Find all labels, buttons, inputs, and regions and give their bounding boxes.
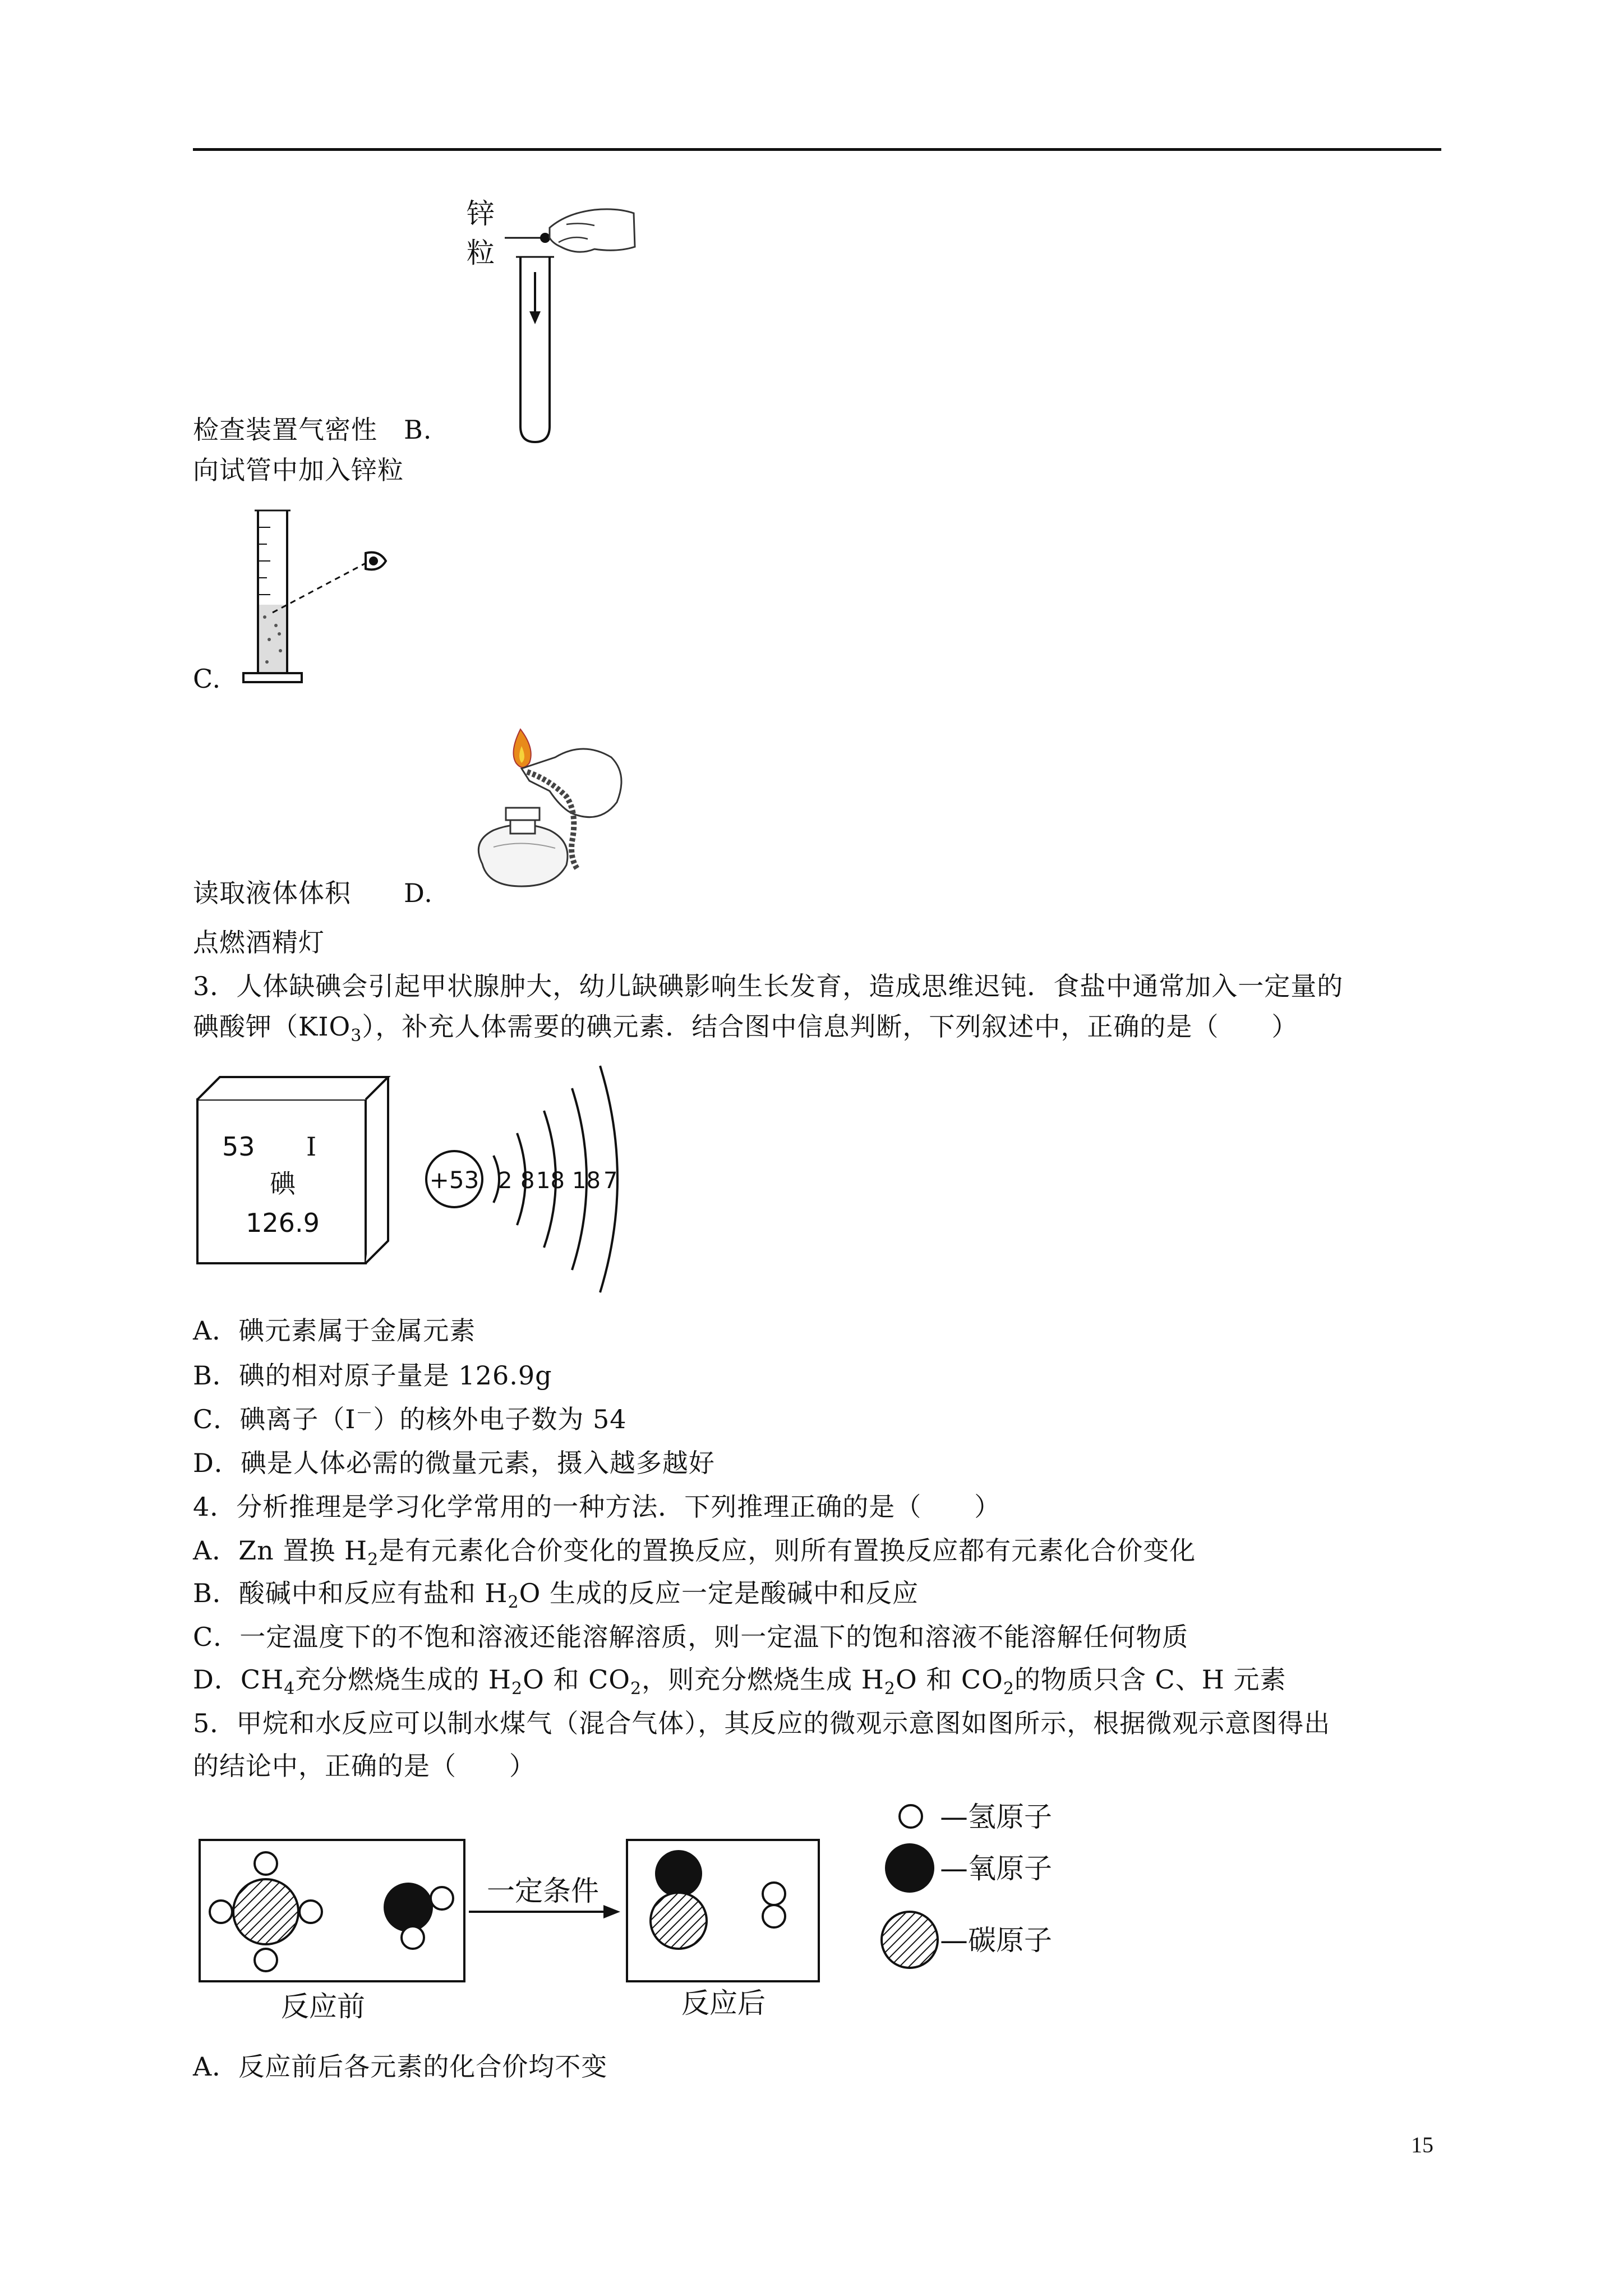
q2-d-caption: 点燃酒精灯	[193, 927, 325, 958]
reaction-condition: 一定条件	[487, 1875, 599, 1907]
graduated-cylinder-figure	[236, 505, 404, 690]
header-rule	[193, 148, 1441, 151]
q4-option-b: B．酸碱中和反应有盐和 $H_2O$ 生成的反应一定是酸碱中和反应	[193, 1578, 919, 1613]
zinc-label-1: 锌	[467, 197, 495, 230]
q3-stem-line2: 碘酸钾$(KIO_3)$，补充人体需要的碘元素．结合图中信息判断，下列叙述中，正确的是（ ）	[193, 1011, 1298, 1046]
q4-option-d: D．$CH_4$充分燃烧生成的 $H_2O$ 和 $CO_2$，则充分燃烧生成 $H_2O$ 和 $CO_2$的物质只含 C、H 元素	[193, 1664, 1287, 1699]
q4-stem: 4．分析推理是学习化学常用的一种方法．下列推理正确的是（ ）	[193, 1492, 1001, 1522]
element-symbol: I	[306, 1131, 317, 1162]
shell-2: 8	[520, 1168, 535, 1194]
legend-hydrogen: —氢原子	[940, 1801, 1052, 1833]
shell-5: 7	[603, 1168, 618, 1194]
q2-b-caption: 向试管中加入锌粒	[193, 455, 404, 485]
legend-oxygen: —氧原子	[940, 1852, 1052, 1885]
legend-carbon: —碳原子	[940, 1924, 1052, 1957]
q3-option-a: A．碘元素属于金属元素	[193, 1315, 476, 1346]
element-mass: 126.9	[246, 1208, 320, 1238]
q3-stem-line1: 3．人体缺碘会引起甲状腺肿大，幼儿缺碘影响生长发育，造成思维迟钝．食盐中通常加入一定量的	[193, 971, 1344, 1001]
shell-1: 2	[498, 1168, 513, 1194]
alcohol-lamp-figure	[460, 718, 651, 903]
q4-option-a: A．Zn 置换 $H_2$是有元素化合价变化的置换反应，则所有置换反应都有元素化合价变化	[193, 1535, 1196, 1570]
q3-option-d: D．碘是人体必需的微量元素，摄入越多越好	[193, 1448, 715, 1478]
q3-option-c: C．碘离子（I－）的核外电子数为 54	[193, 1404, 627, 1434]
reaction-diagram	[191, 1789, 1099, 2036]
shell-3: 18	[536, 1168, 565, 1194]
label-before: 反应前	[281, 1990, 365, 2023]
q5-stem-line2: 的结论中，正确的是（ ）	[193, 1751, 536, 1781]
page-number: 15	[1411, 2132, 1433, 2157]
nucleus-charge: +53	[429, 1166, 479, 1194]
label-after: 反应后	[681, 1987, 766, 2019]
shell-4: 18	[572, 1168, 601, 1194]
q3-option-b: B．碘的相对原子量是 126.9g	[193, 1360, 552, 1391]
element-number: 53	[222, 1131, 255, 1162]
q5-stem-line1: 5．甲烷和水反应可以制水煤气（混合气体），其反应的微观示意图如图所示，根据微观示意图得出	[193, 1708, 1331, 1738]
q5-option-a: A．反应前后各元素的化合价均不变	[193, 2051, 608, 2082]
element-name: 碘	[270, 1168, 296, 1199]
q4-option-c: C．一定温度下的不饱和溶液还能溶解溶质，则一定温下的饱和溶液不能溶解任何物质	[193, 1622, 1189, 1652]
zinc-test-tube-figure	[460, 191, 639, 449]
q2-c-label: C.	[193, 664, 222, 694]
q2-a-b-line: 检查装置气密性 B.	[193, 415, 432, 445]
zinc-label-2: 粒	[467, 237, 495, 269]
iodine-figure	[191, 1055, 639, 1301]
q2-c-d-line: 读取液体体积 D.	[193, 878, 433, 908]
